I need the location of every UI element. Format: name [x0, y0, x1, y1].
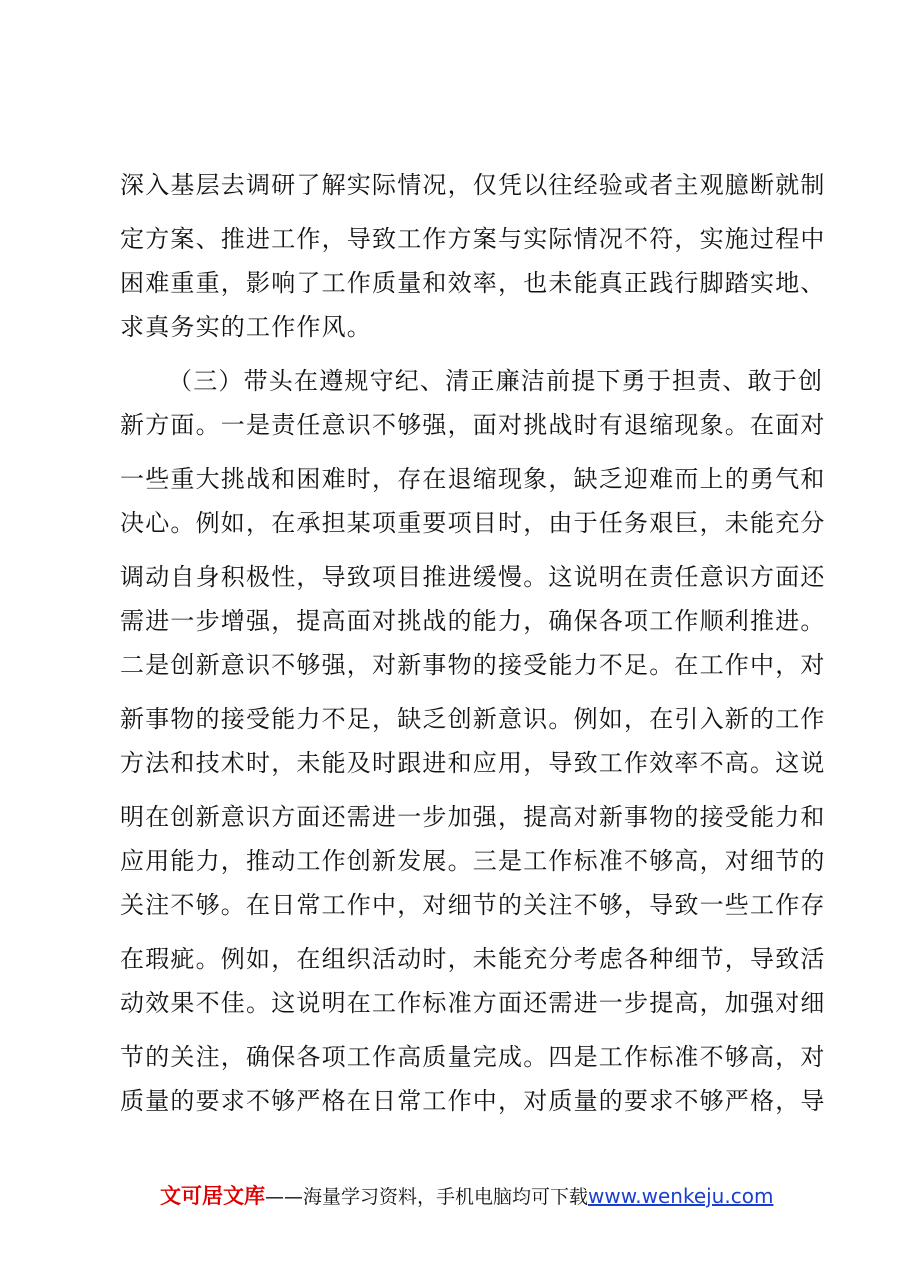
body-text-line: 在瑕疵。例如，在组织活动时，未能充分考虑各种细节，导致活: [120, 945, 826, 973]
body-text-line: 节的关注，确保各项工作高质量完成。四是工作标准不够高，对: [120, 1043, 826, 1071]
body-text-line: 明在创新意识方面还需进一步加强，提高对新事物的接受能力和: [120, 803, 826, 831]
body-text-line: 一些重大挑战和困难时，存在退缩现象，缺乏迎难而上的勇气和: [120, 465, 826, 493]
body-text-line: 求真务实的工作作风。: [120, 313, 372, 341]
body-text-line: 新方面。一是责任意识不够强，面对挑战时有退缩现象。在面对: [120, 411, 826, 439]
section-heading-line: （三）带头在遵规守纪、清正廉洁前提下勇于担责、敢于创: [168, 367, 824, 395]
body-text-line: 定方案、推进工作，导致工作方案与实际情况不符，实施过程中: [120, 225, 826, 253]
body-text-line: 动效果不佳。这说明在工作标准方面还需进一步提高，加强对细: [120, 989, 826, 1017]
body-text-line: 二是创新意识不够强，对新事物的接受能力不足。在工作中，对: [120, 651, 826, 679]
website-link[interactable]: www.wenkeju.com: [588, 1184, 774, 1208]
body-text-line: 应用能力，推动工作创新发展。三是工作标准不够高，对细节的: [120, 847, 826, 875]
body-text-line: 关注不够。在日常工作中，对细节的关注不够，导致一些工作存: [120, 891, 826, 919]
footer-tagline: ——海量学习资料，手机电脑均可下载: [265, 1186, 589, 1208]
footer-banner: [160, 1182, 780, 1211]
body-text-line: 新事物的接受能力不足，缺乏创新意识。例如，在引入新的工作: [120, 705, 826, 733]
body-text-line: 需进一步增强，提高面对挑战的能力，确保各项工作顺利推进。: [120, 607, 826, 635]
body-text-line: 调动自身积极性，导致项目推进缓慢。这说明在责任意识方面还: [120, 563, 826, 591]
body-text-line: 方法和技术时，未能及时跟进和应用，导致工作效率不高。这说: [120, 749, 826, 777]
brand-name: 文可居文库: [160, 1184, 265, 1208]
body-text-line: 决心。例如，在承担某项重要项目时，由于任务艰巨，未能充分: [120, 509, 826, 537]
body-text-line: 深入基层去调研了解实际情况，仅凭以往经验或者主观臆断就制: [120, 171, 826, 199]
body-text-line: 困难重重，影响了工作质量和效率，也未能真正践行脚踏实地、: [120, 269, 826, 297]
body-text-line: 质量的要求不够严格在日常工作中，对质量的要求不够严格，导: [120, 1087, 826, 1115]
